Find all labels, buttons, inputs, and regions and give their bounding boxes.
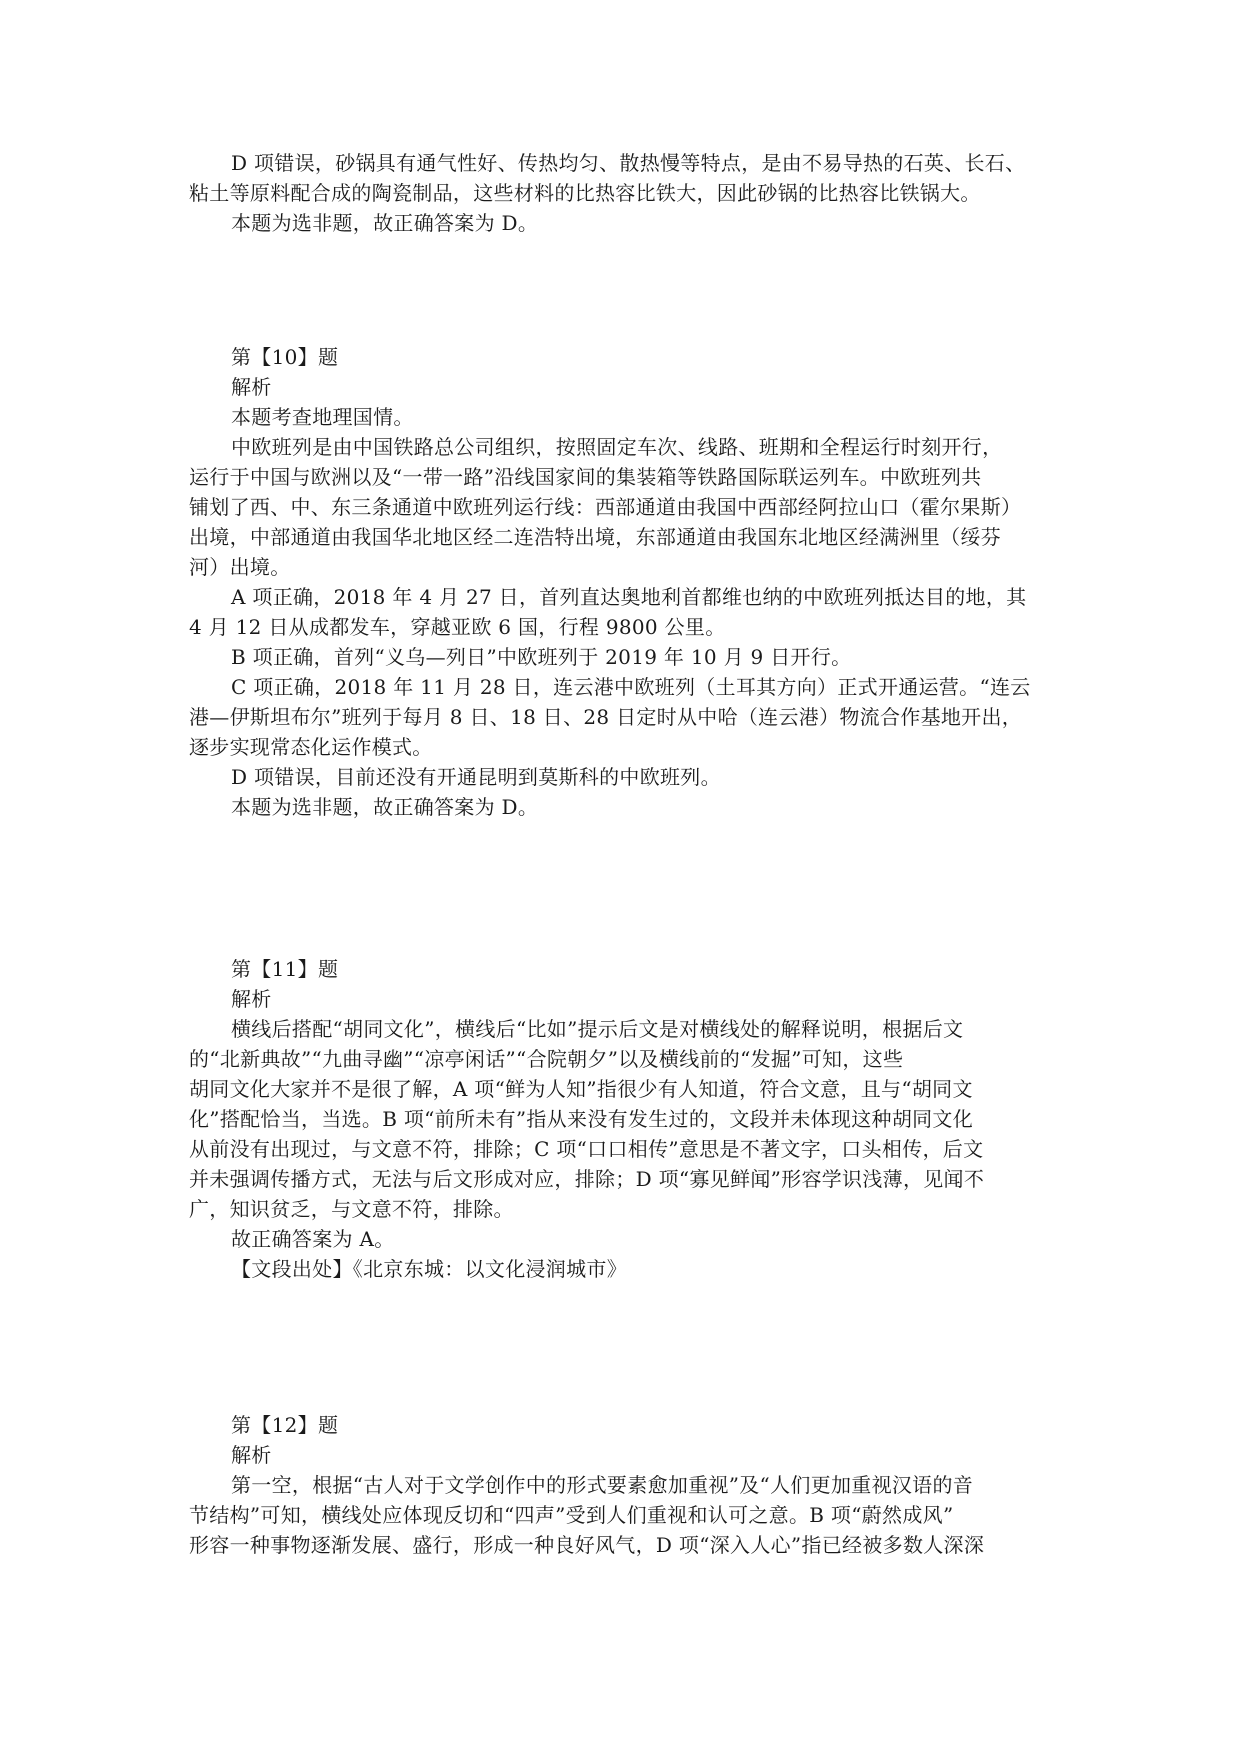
paragraph-line: 港—伊斯坦布尔”班列于每月 8 日、18 日、28 日定时从中哈（连云港）物流合作基地开出， <box>189 705 1023 729</box>
analysis-label: 解析 <box>231 987 272 1011</box>
analysis-label: 解析 <box>231 1443 272 1467</box>
answer-section-10 <box>189 342 1051 822</box>
paragraph-line: 从前没有出现过，与文意不符，排除；C 项“口口相传”意思是不著文字，口头相传，后文 <box>189 1137 984 1161</box>
paragraph-line: B 项正确，首列“义乌—列日”中欧班列于 2019 年 10 月 9 日开行。 <box>231 645 852 669</box>
paragraph-line: 4 月 12 日从成都发车，穿越亚欧 6 国，行程 9800 公里。 <box>189 615 726 639</box>
answer-section-11 <box>189 954 1051 1284</box>
paragraph-line: 中欧班列是由中国铁路总公司组织，按照固定车次、线路、班期和全程运行时刻开行， <box>231 435 1003 459</box>
question-title: 第【11】题 <box>231 957 339 981</box>
paragraph-line: 本题考查地理国情。 <box>231 405 414 429</box>
paragraph-line: 逐步实现常态化运作模式。 <box>189 735 433 759</box>
paragraph-line: 并未强调传播方式，无法与后文形成对应，排除；D 项“寡见鲜闻”形容学识浅薄，见闻不 <box>189 1167 985 1191</box>
paragraph-line: 运行于中国与欧洲以及“一带一路”沿线国家间的集装箱等铁路国际联运列车。中欧班列共 <box>189 465 982 489</box>
question-title: 第【12】题 <box>231 1413 339 1437</box>
question-title: 第【10】题 <box>231 345 339 369</box>
paragraph-line: 的“北新典故”“九曲寻幽”“凉亭闲话”“合院朝夕”以及横线前的“发掘”可知，这些 <box>189 1047 904 1071</box>
paragraph-line: 形容一种事物逐渐发展、盛行，形成一种良好风气，D 项“深入人心”指已经被多数人深深 <box>189 1533 985 1557</box>
paragraph-line: 胡同文化大家并不是很了解，A 项“鲜为人知”指很少有人知道，符合文意，且与“胡同文 <box>189 1077 973 1101</box>
paragraph-line: 河）出境。 <box>189 555 291 579</box>
paragraph-line: 横线后搭配“胡同文化”，横线后“比如”提示后文是对横线处的解释说明，根据后文 <box>231 1017 964 1041</box>
analysis-label: 解析 <box>231 375 272 399</box>
answer-section-12 <box>189 1410 1051 1560</box>
paragraph-line: A 项正确，2018 年 4 月 27 日，首列直达奥地利首都维也纳的中欧班列抵达目的地，其 <box>231 585 1027 609</box>
paragraph-line: D 项错误，砂锅具有通气性好、传热均匀、散热慢等特点，是由不易导热的石英、长石、 <box>231 151 1026 175</box>
paragraph-line: 出境，中部通道由我国华北地区经二连浩特出境，东部通道由我国东北地区经满洲里（绥芬 <box>189 525 1001 549</box>
source-citation: 【文段出处】《北京东城：以文化浸润城市》 <box>231 1257 627 1281</box>
paragraph-line: 铺划了西、中、东三条通道中欧班列运行线：西部通道由我国中西部经阿拉山口（霍尔果斯） <box>189 495 1022 519</box>
paragraph-line: C 项正确，2018 年 11 月 28 日，连云港中欧班列（土耳其方向）正式开通运营。“连云 <box>231 675 1031 699</box>
paragraph-line: 粘土等原料配合成的陶瓷制品，这些材料的比热容比铁大，因此砂锅的比热容比铁锅大。 <box>189 181 981 205</box>
paragraph-line: 节结构”可知，横线处应体现反切和“四声”受到人们重视和认可之意。B 项“蔚然成风” <box>189 1503 954 1527</box>
paragraph-line: 本题为选非题，故正确答案为 D。 <box>231 211 539 235</box>
paragraph-line: 第一空，根据“古人对于文学创作中的形式要素愈加重视”及“人们更加重视汉语的音 <box>231 1473 974 1497</box>
paragraph-line: 本题为选非题，故正确答案为 D。 <box>231 795 539 819</box>
paragraph-line: 化”搭配恰当，当选。B 项“前所未有”指从来没有发生过的，文段并未体现这种胡同文化 <box>189 1107 974 1131</box>
paragraph-line: D 项错误，目前还没有开通昆明到莫斯科的中欧班列。 <box>231 765 721 789</box>
paragraph-line: 故正确答案为 A。 <box>231 1227 395 1251</box>
answer-section-9-tail <box>189 148 1051 238</box>
paragraph-line: 广，知识贫乏，与文意不符，排除。 <box>189 1197 514 1221</box>
